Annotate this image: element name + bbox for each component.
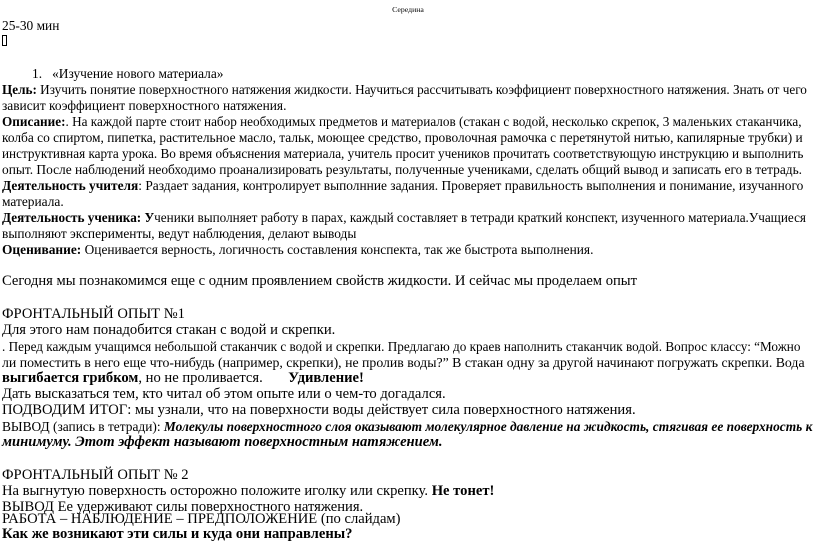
experiment-1-line-1: . Перед каждым учащимся небольшой стаканчик с водой и скрепки. Предлагаю до краев наполнить стаканчик водой. Вопрос классу: “Можно [2, 339, 801, 354]
description-label: Описание: [2, 114, 66, 129]
experiment-1-line-3: выгибается грибком, но не проливается. Удивление! [2, 370, 364, 386]
experiment-1-title: ФРОНТАЛЬНЫЙ ОПЫТ №1 [2, 306, 185, 322]
teacher-label: Деятельность учителя [2, 178, 139, 193]
conclusion-label: ВЫВОД (запись в тетради): [2, 419, 164, 434]
experiment-1-summary: ПОДВОДИМ ИТОГ: мы узнали, что на поверхности воды действует сила поверхностного натяжения. [2, 402, 636, 418]
duration-text: 25-30 мин [2, 18, 60, 33]
goal-line-1: Цель: Изучить понятие поверхностного натяжения жидкости. Научиться рассчитывать коэффициент поверхностного натяжения. Знать от чего [2, 82, 807, 97]
assessment-line: Оценивание: Оценивается верность, логичность составления конспекта, так же быстрота выполнения. [2, 242, 594, 257]
experiment-2-title: ФРОНТАЛЬНЫЙ ОПЫТ № 2 [2, 467, 189, 483]
description-line-1: Описание:. На каждой парте стоит набор необходимых предметов и материалов (стакан с водой, несколько скрепок, 3 маленьких стаканчика, [2, 114, 802, 129]
work-title: РАБОТА – НАБЛЮДЕНИЕ – ПРЕДПОЛОЖЕНИЕ (по слайдам) [2, 511, 401, 527]
work-question: Как же возникают эти силы и куда они направлены? [2, 526, 353, 542]
assessment-label: Оценивание: [2, 242, 82, 257]
goal-line-2: зависит коэффициент поверхностного натяжения. [2, 98, 287, 113]
teacher-line-1: Деятельность учителя: Раздает задания, контролирует выполнние задания. Проверяет правильность выполнения и понимание, изучанного [2, 178, 804, 193]
goal-label: Цель: [2, 82, 37, 97]
experiment-1-answer: Дать высказаться тем, кто читал об этом опыте или о чем-то догадался. [2, 386, 446, 402]
experiment-2-conclusion: ВЫВОД Ее удерживают силы поверхностного натяжения. [2, 499, 364, 515]
description-line-3: инструктивная карта урока. Во время объяснения материала, учитель просит учеников прочитать соответствующую инструкцию и выполнить [2, 146, 804, 161]
student-label: Деятельность ученика: У [2, 210, 155, 225]
list-item [32, 66, 223, 82]
experiment-2-text: На выгнутую поверхность осторожно положите иголку или скрепку. Не тонет! [2, 483, 495, 499]
list-item-text: «Изучение нового материала» [52, 66, 224, 81]
description-line-2: колба со спиртом, пипетка, растительное масло, тальк, моющее средство, проволочная рамочка с перетянутой нитью, капилярные трубки) и [2, 130, 803, 145]
placeholder-glyph-icon [2, 34, 7, 50]
experiment-1-need: Для этого нам понадобится стакан с водой и скрепки. [2, 322, 336, 338]
description-line-4: опыт. После наблюдений необходимо проанализировать результаты, полученные учениками, сделать общий вывод и записать его в тетрадь. [2, 162, 803, 177]
experiment-1-conclusion-2: минимуму. Этот эффект называют поверхностным натяжением. [2, 434, 443, 450]
student-line-1: Деятельность ученика: Ученики выполняет работу в парах, каждый составляет в тетради краткий конспект, изученного материала.Учащиеся [2, 210, 806, 225]
page-title: Середина [392, 5, 424, 14]
list-number: 1. [32, 66, 43, 81]
student-line-2: выполняют эксперименты, ведут наблюдения, делают выводы [2, 226, 357, 241]
experiment-1-conclusion-1: ВЫВОД (запись в тетради): Молекулы поверхностного слоя оказывают молекулярное давление на жидкость, стягивая ее поверхность к [2, 419, 813, 434]
experiment-1-line-2: ли поместить в него еще что-нибудь (например, скрепки), не пролив воды?” В стакан одну за другой начинают погружать скрепки. Вода [2, 355, 805, 370]
intro-text: Сегодня мы познакомимся еще с одним проявлением свойств жидкости. И сейчас мы проделаем опыт [2, 273, 637, 289]
teacher-line-2: материала. [2, 194, 64, 209]
